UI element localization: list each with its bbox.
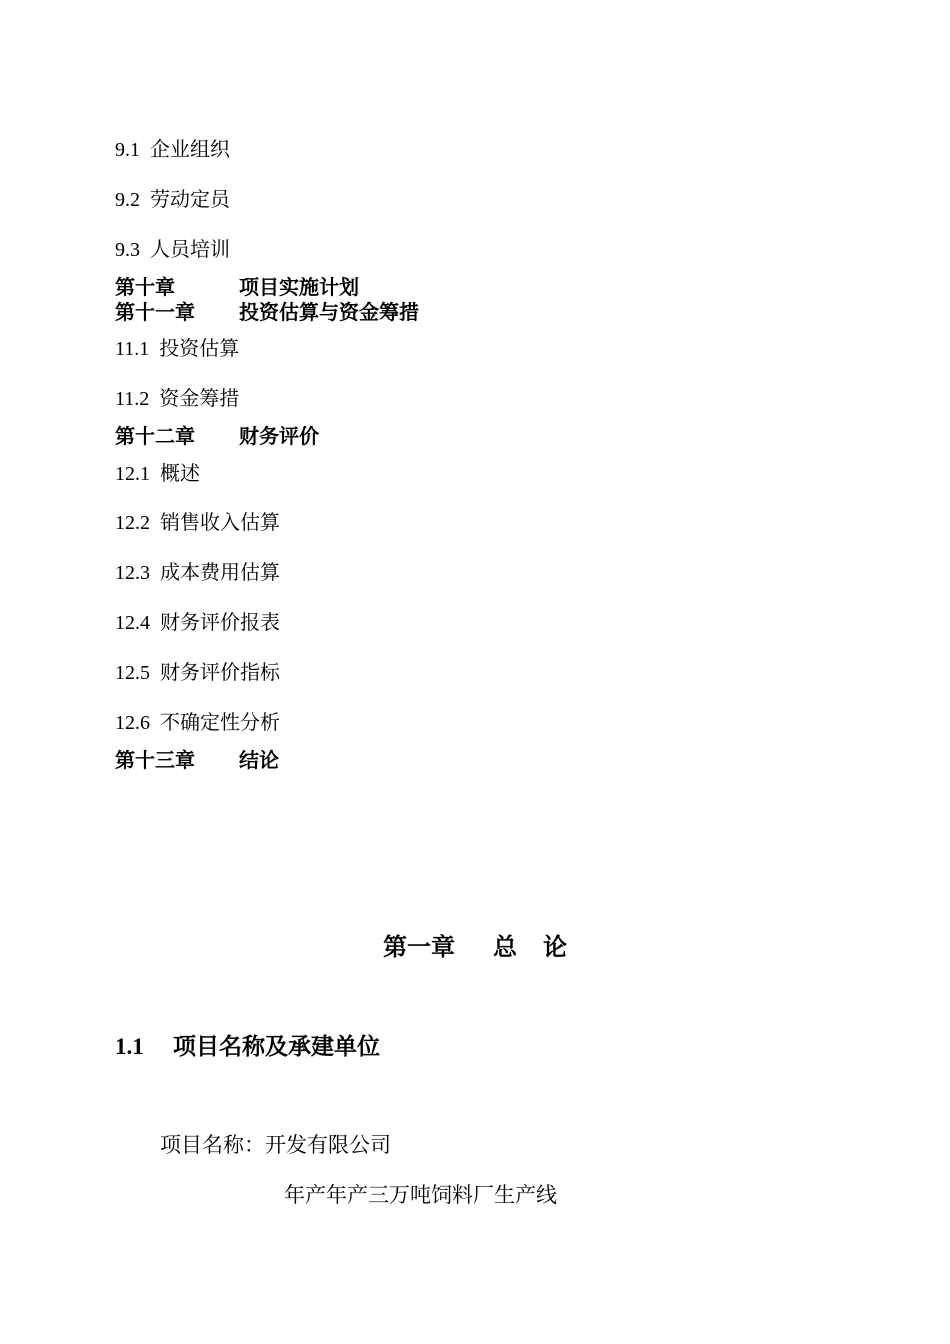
toc-entry-12-6: [115, 713, 280, 733]
chapter-heading: [0, 936, 950, 960]
toc-chapter-label: 第十二章: [115, 426, 195, 448]
project-name-line: 项目名称：开发有限公司: [160, 1133, 391, 1157]
toc-chapter-title: 财务评价: [239, 426, 319, 448]
toc-entry-9-2: [115, 190, 230, 210]
toc-title: 劳动定员: [150, 189, 230, 211]
toc-title: 人员培训: [150, 239, 230, 261]
toc-chapter-12: [115, 427, 319, 447]
toc-entry-9-1: [115, 140, 230, 160]
toc-number: 9.3: [115, 239, 140, 261]
toc-title: 销售收入估算: [160, 512, 280, 534]
toc-chapter-title: 投资估算与资金筹措: [239, 302, 419, 324]
toc-chapter-10: [115, 278, 359, 298]
toc-chapter-title: 结论: [239, 750, 279, 772]
section-heading: [115, 1035, 380, 1058]
toc-number: 9.2: [115, 189, 140, 211]
toc-entry-11-2: [115, 389, 239, 409]
toc-entry-12-2: [115, 513, 280, 533]
project-name-line-2: 年产年产三万吨饲料厂生产线: [284, 1183, 557, 1207]
chapter-label: 第一章: [383, 935, 455, 961]
toc-entry-12-3: [115, 563, 280, 583]
toc-title: 财务评价报表: [160, 612, 280, 634]
section-number: 1.1: [115, 1034, 144, 1059]
toc-chapter-13: [115, 751, 279, 771]
section-title: 项目名称及承建单位: [173, 1034, 380, 1059]
toc-chapter-11: [115, 303, 419, 323]
toc-entry-12-1: [115, 464, 200, 484]
chapter-title-part1: 总: [493, 935, 517, 961]
toc-number: 12.6: [115, 712, 150, 734]
toc-chapter-label: 第十三章: [115, 750, 195, 772]
toc-number: 12.5: [115, 662, 150, 684]
toc-chapter-label: 第十一章: [115, 302, 195, 324]
toc-number: 11.1: [115, 338, 150, 360]
toc-title: 企业组织: [150, 139, 230, 161]
toc-title: 概述: [160, 463, 200, 485]
toc-title: 不确定性分析: [160, 712, 280, 734]
toc-entry-11-1: [115, 339, 239, 359]
toc-number: 12.1: [115, 463, 150, 485]
chapter-title-part2: 论: [543, 935, 567, 961]
toc-number: 12.4: [115, 612, 150, 634]
toc-number: 12.3: [115, 562, 150, 584]
toc-title: 投资估算: [159, 338, 240, 360]
toc-number: 12.2: [115, 512, 150, 534]
toc-entry-12-4: [115, 613, 280, 633]
toc-entry-12-5: [115, 663, 280, 683]
toc-number: 11.2: [115, 388, 150, 410]
toc-entry-9-3: [115, 240, 230, 260]
toc-title: 资金筹措: [159, 388, 240, 410]
toc-chapter-title: 项目实施计划: [239, 277, 359, 299]
toc-title: 财务评价指标: [160, 662, 280, 684]
toc-number: 9.1: [115, 139, 140, 161]
toc-chapter-label: 第十章: [115, 277, 175, 299]
toc-title: 成本费用估算: [160, 562, 280, 584]
